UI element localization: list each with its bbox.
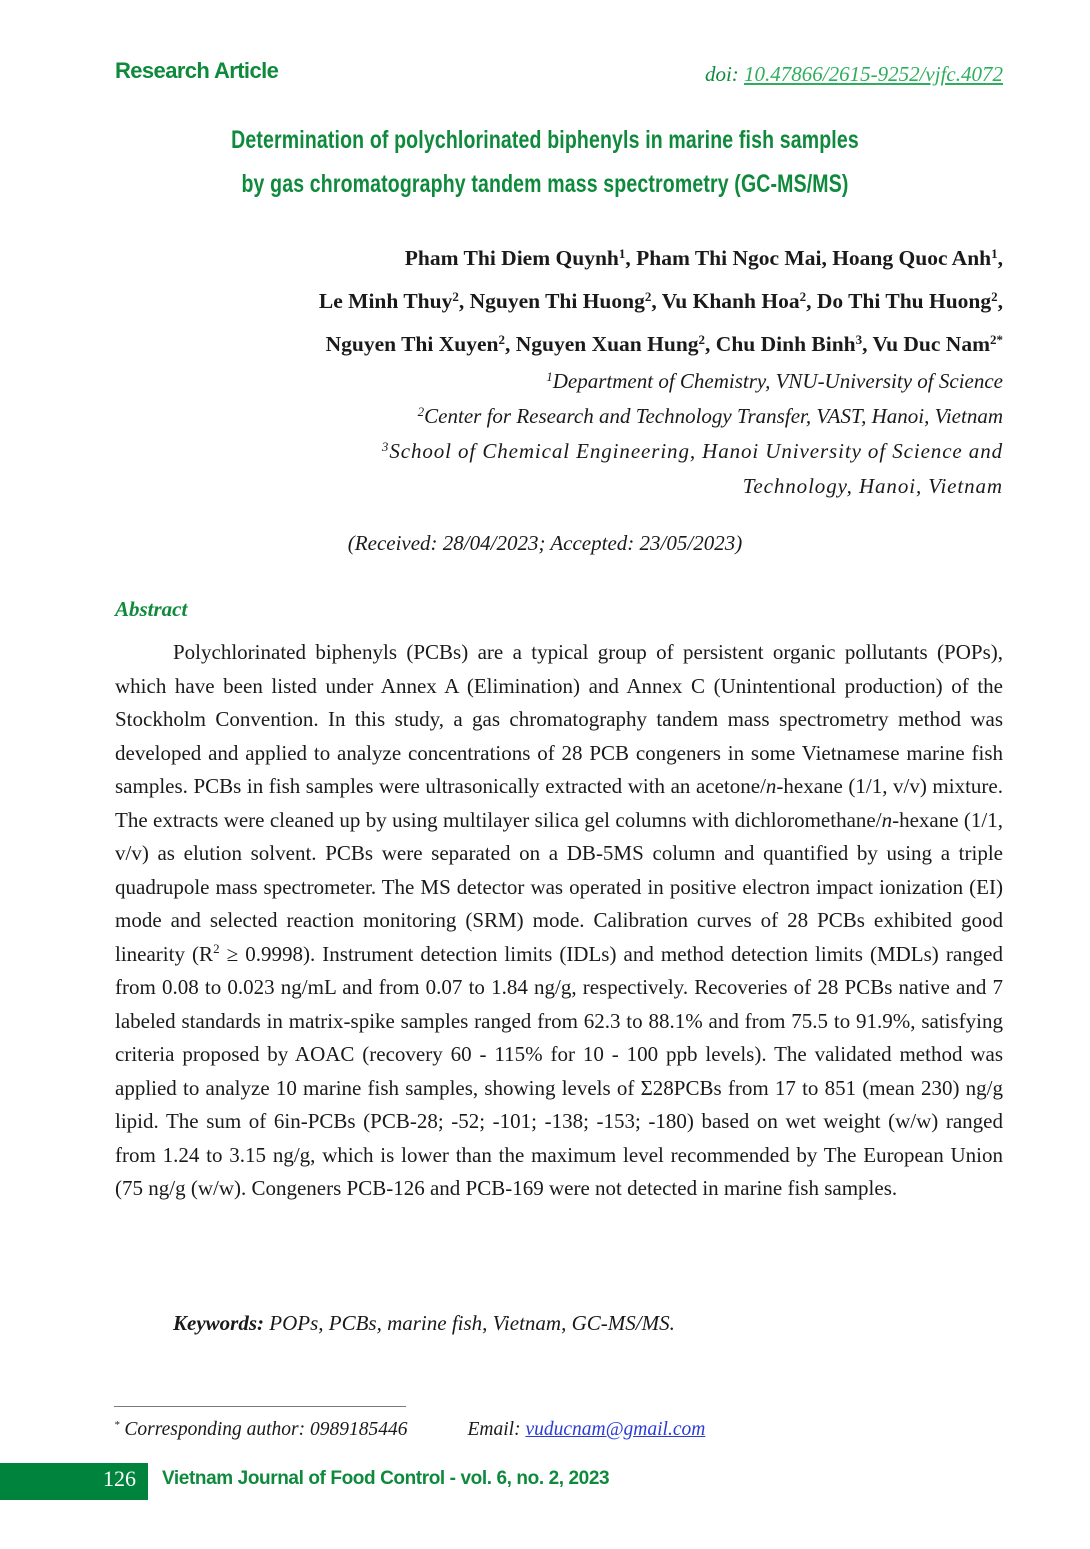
affiliations bbox=[103, 364, 1003, 504]
author: Le Minh Thuy bbox=[318, 289, 453, 313]
page-number: 126 bbox=[103, 1466, 136, 1491]
email-link[interactable]: vuducnam@gmail.com bbox=[525, 1419, 706, 1440]
author: Pham Thi Ngoc Mai bbox=[636, 246, 822, 270]
keywords bbox=[173, 1311, 675, 1336]
journal-name: Vietnam Journal of Food Control - vol. 6, no. 2, 2023 bbox=[162, 1468, 610, 1489]
affiliation-2: $^2$Center for Research and Technology Transfer, VAST, Hanoi, Vietnam bbox=[417, 404, 1003, 428]
doi bbox=[705, 62, 1003, 87]
author-line-1: Pham Thi Diem Quynh$^1$, Pham Thi Ngoc Mai, Hoang Quoc Anh$^1$, bbox=[404, 246, 1003, 270]
author-list bbox=[103, 237, 1003, 366]
abstract-body bbox=[115, 636, 1003, 1206]
author: Pham Thi Diem Quynh bbox=[404, 246, 619, 270]
doi-link[interactable]: 10.47866/2615-9252/vjfc.4072 bbox=[744, 62, 1003, 86]
title-line-2: by gas chromatography tandem mass spectrometry (GC-MS/MS) bbox=[241, 170, 849, 198]
corresponding-author: Vu Duc Nam bbox=[872, 332, 990, 356]
abstract-heading: Abstract bbox=[115, 597, 188, 621]
keywords-list: POPs, PCBs, marine fish, Vietnam, GC-MS/MS. bbox=[264, 1311, 675, 1335]
affiliation-3-cont: Technology, Hanoi, Vietnam bbox=[742, 474, 1003, 498]
footnote-divider bbox=[114, 1406, 406, 1407]
author-line-3: Nguyen Thi Xuyen$^2$, Nguyen Xuan Hung$^2$, Chu Dinh Binh$^3$, Vu Duc Nam$^{2*}$ bbox=[325, 332, 1003, 356]
author: Nguyen Xuan Hung bbox=[515, 332, 699, 356]
received-accepted-dates: (Received: 28/04/2023; Accepted: 23/05/2023) bbox=[347, 531, 743, 555]
section-label: Research Article bbox=[115, 58, 279, 83]
doi-prefix: doi: bbox=[704, 62, 745, 86]
author: Nguyen Thi Xuyen bbox=[325, 332, 499, 356]
author: Do Thi Thu Huong bbox=[816, 289, 992, 313]
keywords-label: Keywords: bbox=[173, 1311, 264, 1335]
corresponding-footnote: * Corresponding author: 0989185446 Email: vuducnam@gmail.com bbox=[114, 1419, 706, 1440]
affiliation-3: $^3$School of Chemical Engineering, Hanoi University of Science and bbox=[381, 439, 1003, 463]
affiliation-1: $^1$Department of Chemistry, VNU-University of Science bbox=[546, 369, 1003, 393]
author: Nguyen Thi Huong bbox=[469, 289, 645, 313]
author: Vu Khanh Hoa bbox=[661, 289, 800, 313]
author-line-2: Le Minh Thuy$^2$, Nguyen Thi Huong$^2$, Vu Khanh Hoa$^2$, Do Thi Thu Huong$^2$, bbox=[318, 289, 1003, 313]
author: Hoang Quoc Anh bbox=[832, 246, 992, 270]
paper-title bbox=[120, 118, 970, 206]
abstract-paragraph: Polychlorinated biphenyls (PCBs) are a typical group of persistent organic pollutants (POPs), which have been listed under Annex A (Elimination) and Annex C (Unintentional production) of the Stockholm Convention. In this study, a gas chromatography tandem mass spectrometry method was developed and applied to analyze concentrations of 28 PCB congeners in some Vietnamese marine fish samples. PCBs in fish samples were ultrasonically extracted with an acetone/n-hexane (1/1, v/v) mixture. The extracts were cleaned up by using multilayer silica gel columns with dichloromethane/n-hexane (1/1, v/v) as elution solvent. PCBs were separated on a DB-5MS column and quantified by using a triple quadrupole mass spectrometer. The MS detector was operated in positive electron impact ionization (EI) mode and selected reaction monitoring (SRM) mode. Calibration curves of 28 PCBs exhibited good linearity $(R^2 \ge 0.9998)$. Instrument detection limits (IDLs) and method detection limits (MDLs) ranged from 0.08 to 0.023 ng/mL and from 0.07 to 1.84 ng/g, respectively. Recoveries of 28 PCBs native and 7 labeled standards in matrix-spike samples ranged from 62.3 to 88.1% and from 75.5 to 91.9%, satisfying criteria proposed by AOAC (recovery 60 - 115% for 10 - 100 ppb levels). The validated method was applied to analyze 10 marine fish samples, showing levels of Σ28PCBs from 17 to 851 (mean 230) ng/g lipid. The sum of 6in-PCBs (PCB-28; -52; -101; -138; -153; -180) based on wet weight (w/w) ranged from 1.24 to 3.15 ng/g, which is lower than the maximum level recommended by The European Union (75 ng/g (w/w). Congeners PCB-126 and PCB-169 were not detected in marine fish samples. bbox=[115, 640, 1003, 1200]
author: Chu Dinh Binh bbox=[715, 332, 856, 356]
title-line-1: Determination of polychlorinated biphenyls in marine fish samples bbox=[231, 126, 859, 154]
